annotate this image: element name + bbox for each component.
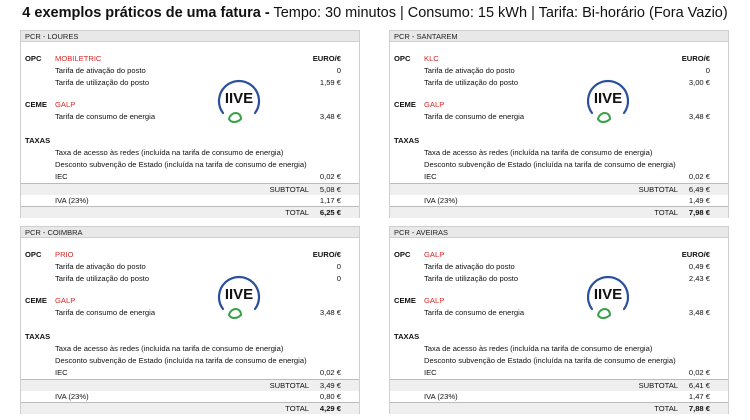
ceme-provider: GALP (424, 296, 445, 305)
ceme-provider: GALP (55, 296, 76, 305)
total-value: 7,88 € (688, 404, 710, 413)
activation-label: Tarifa de ativação do posto (55, 66, 146, 75)
utilization-value: 0 (336, 274, 341, 283)
activation-row (21, 65, 359, 77)
iec-label: IEC (55, 368, 68, 377)
currency-header: EURO/€ (681, 250, 710, 259)
opc-row (21, 249, 359, 261)
ceme-label: CEME (394, 296, 416, 305)
mive-logo-text: IIVE (593, 90, 623, 107)
total-row (390, 206, 728, 218)
utilization-row (390, 77, 728, 89)
iec-value: 0,02 € (688, 368, 710, 377)
currency-header: EURO/€ (681, 54, 710, 63)
iva-label: IVA (23%) (55, 392, 89, 401)
currency-header: EURO/€ (312, 54, 341, 63)
utilization-label: Tarifa de utilização do posto (424, 78, 519, 87)
invoice-card-loures (20, 30, 360, 218)
access-fee-row (390, 343, 728, 355)
mive-logo-icon (580, 267, 636, 323)
ceme-label: CEME (25, 296, 47, 305)
mive-logo (580, 267, 636, 323)
total-label: TOTAL (285, 404, 309, 413)
mive-logo-text: IIVE (224, 90, 254, 107)
activation-value: 0 (705, 66, 710, 75)
utilization-value: 1,59 € (319, 78, 341, 87)
subsidy-label: Desconto subvenção de Estado (incluída na tarifa de consumo de energia) (424, 356, 676, 365)
consumption-row (390, 111, 728, 123)
consumption-label: Tarifa de consumo de energia (424, 308, 525, 317)
total-label: TOTAL (285, 208, 309, 217)
utilization-row (21, 77, 359, 89)
iec-row (390, 171, 728, 183)
currency-header: EURO/€ (312, 250, 341, 259)
iva-label: IVA (23%) (424, 392, 458, 401)
mive-logo (580, 71, 636, 127)
opc-provider: PRIO (55, 250, 74, 259)
pcr-location: PCR - AVEIRAS (390, 227, 728, 238)
total-value: 6,25 € (319, 208, 341, 217)
opc-row (390, 249, 728, 261)
invoice-card-santarem (389, 30, 729, 218)
subsidy-row (21, 355, 359, 367)
iec-value: 0,02 € (319, 172, 341, 181)
subtotal-label: SUBTOTAL (638, 381, 678, 390)
activation-row (21, 261, 359, 273)
utilization-value: 3,00 € (688, 78, 710, 87)
iva-label: IVA (23%) (424, 196, 458, 205)
total-value: 4,29 € (319, 404, 341, 413)
subsidy-label: Desconto subvenção de Estado (incluída na tarifa de consumo de energia) (424, 160, 676, 169)
iva-value: 0,80 € (319, 392, 341, 401)
activation-row (390, 65, 728, 77)
ceme-row (21, 99, 359, 111)
utilization-label: Tarifa de utilização do posto (55, 78, 150, 87)
iec-value: 0,02 € (688, 172, 710, 181)
access-fee-label: Taxa de acesso às redes (incluída na tarifa de consumo de energia) (55, 344, 284, 353)
access-fee-row (21, 147, 359, 159)
mive-logo-icon (580, 71, 636, 127)
subtotal-value: 5,08 € (319, 185, 341, 194)
iva-value: 1,17 € (319, 196, 341, 205)
total-row (390, 402, 728, 414)
total-label: TOTAL (654, 208, 678, 217)
subtotal-label: SUBTOTAL (269, 381, 309, 390)
activation-label: Tarifa de ativação do posto (424, 262, 515, 271)
activation-label: Tarifa de ativação do posto (424, 66, 515, 75)
opc-label: OPC (394, 250, 411, 259)
subsidy-row (21, 159, 359, 171)
utilization-label: Tarifa de utilização do posto (424, 274, 519, 283)
access-fee-row (21, 343, 359, 355)
activation-value: 0 (336, 66, 341, 75)
mive-logo-icon (211, 267, 267, 323)
activation-value: 0 (336, 262, 341, 271)
opc-provider: MOBILETRIC (55, 54, 102, 63)
subsidy-label: Desconto subvenção de Estado (incluída na tarifa de consumo de energia) (55, 356, 307, 365)
pcr-location: PCR - LOURES (21, 31, 359, 42)
consumption-value: 3,48 € (319, 112, 341, 121)
opc-label: OPC (25, 250, 42, 259)
opc-row (21, 53, 359, 65)
iec-label: IEC (55, 172, 68, 181)
iec-row (21, 367, 359, 379)
ceme-provider: GALP (424, 100, 445, 109)
taxas-label: TAXAS (25, 136, 51, 145)
utilization-value: 2,43 € (688, 274, 710, 283)
consumption-value: 3,48 € (688, 308, 710, 317)
ceme-label: CEME (25, 100, 47, 109)
ceme-row (390, 295, 728, 307)
mive-logo-text: IIVE (593, 286, 623, 303)
opc-provider: GALP (424, 250, 445, 259)
consumption-row (390, 307, 728, 319)
taxas-label: TAXAS (394, 332, 420, 341)
subtotal-value: 3,49 € (319, 381, 341, 390)
iec-label: IEC (424, 368, 437, 377)
taxas-label: TAXAS (25, 332, 51, 341)
taxas-row (21, 331, 359, 343)
subtotal-label: SUBTOTAL (638, 185, 678, 194)
title-bold: 4 exemplos práticos de uma fatura - (22, 5, 270, 21)
activation-label: Tarifa de ativação do posto (55, 262, 146, 271)
utilization-row (390, 273, 728, 285)
utilization-row (21, 273, 359, 285)
subtotal-row (390, 183, 728, 195)
iva-value: 1,47 € (688, 392, 710, 401)
mive-logo (211, 71, 267, 127)
total-row (21, 206, 359, 218)
ceme-row (390, 99, 728, 111)
invoice-card-aveiras (389, 226, 729, 414)
opc-label: OPC (394, 54, 411, 63)
taxas-row (390, 135, 728, 147)
consumption-value: 3,48 € (319, 308, 341, 317)
activation-value: 0,49 € (688, 262, 710, 271)
access-fee-label: Taxa de acesso às redes (incluída na tarifa de consumo de energia) (55, 148, 284, 157)
activation-row (390, 261, 728, 273)
taxas-row (390, 331, 728, 343)
iec-value: 0,02 € (319, 368, 341, 377)
opc-row (390, 53, 728, 65)
pcr-location: PCR - COIMBRA (21, 227, 359, 238)
title-rest: Tempo: 30 minutos | Consumo: 15 kWh | Tarifa: Bi-horário (Fora Vazio) (269, 5, 728, 21)
subtotal-value: 6,49 € (688, 185, 710, 194)
subsidy-label: Desconto subvenção de Estado (incluída na tarifa de consumo de energia) (55, 160, 307, 169)
invoice-card-coimbra (20, 226, 360, 414)
subsidy-row (390, 355, 728, 367)
total-row (21, 402, 359, 414)
access-fee-label: Taxa de acesso às redes (incluída na tarifa de consumo de energia) (424, 148, 653, 157)
ceme-provider: GALP (55, 100, 76, 109)
subtotal-row (390, 379, 728, 391)
consumption-label: Tarifa de consumo de energia (424, 112, 525, 121)
mive-logo (211, 267, 267, 323)
iec-row (21, 171, 359, 183)
mive-logo-text: IIVE (224, 286, 254, 303)
consumption-row (21, 111, 359, 123)
iec-label: IEC (424, 172, 437, 181)
opc-label: OPC (25, 54, 42, 63)
total-label: TOTAL (654, 404, 678, 413)
subsidy-row (390, 159, 728, 171)
iva-value: 1,49 € (688, 196, 710, 205)
consumption-label: Tarifa de consumo de energia (55, 308, 156, 317)
ceme-row (21, 295, 359, 307)
total-value: 7,98 € (688, 208, 710, 217)
pcr-location: PCR - SANTAREM (390, 31, 728, 42)
opc-provider: KLC (424, 54, 439, 63)
subtotal-row (21, 379, 359, 391)
ceme-label: CEME (394, 100, 416, 109)
taxas-label: TAXAS (394, 136, 420, 145)
access-fee-label: Taxa de acesso às redes (incluída na tarifa de consumo de energia) (424, 344, 653, 353)
consumption-label: Tarifa de consumo de energia (55, 112, 156, 121)
mive-logo-icon (211, 71, 267, 127)
consumption-value: 3,48 € (688, 112, 710, 121)
subtotal-row (21, 183, 359, 195)
iec-row (390, 367, 728, 379)
utilization-label: Tarifa de utilização do posto (55, 274, 150, 283)
subtotal-label: SUBTOTAL (269, 185, 309, 194)
page-title (0, 2, 750, 24)
subtotal-value: 6,41 € (688, 381, 710, 390)
iva-label: IVA (23%) (55, 196, 89, 205)
consumption-row (21, 307, 359, 319)
taxas-row (21, 135, 359, 147)
access-fee-row (390, 147, 728, 159)
